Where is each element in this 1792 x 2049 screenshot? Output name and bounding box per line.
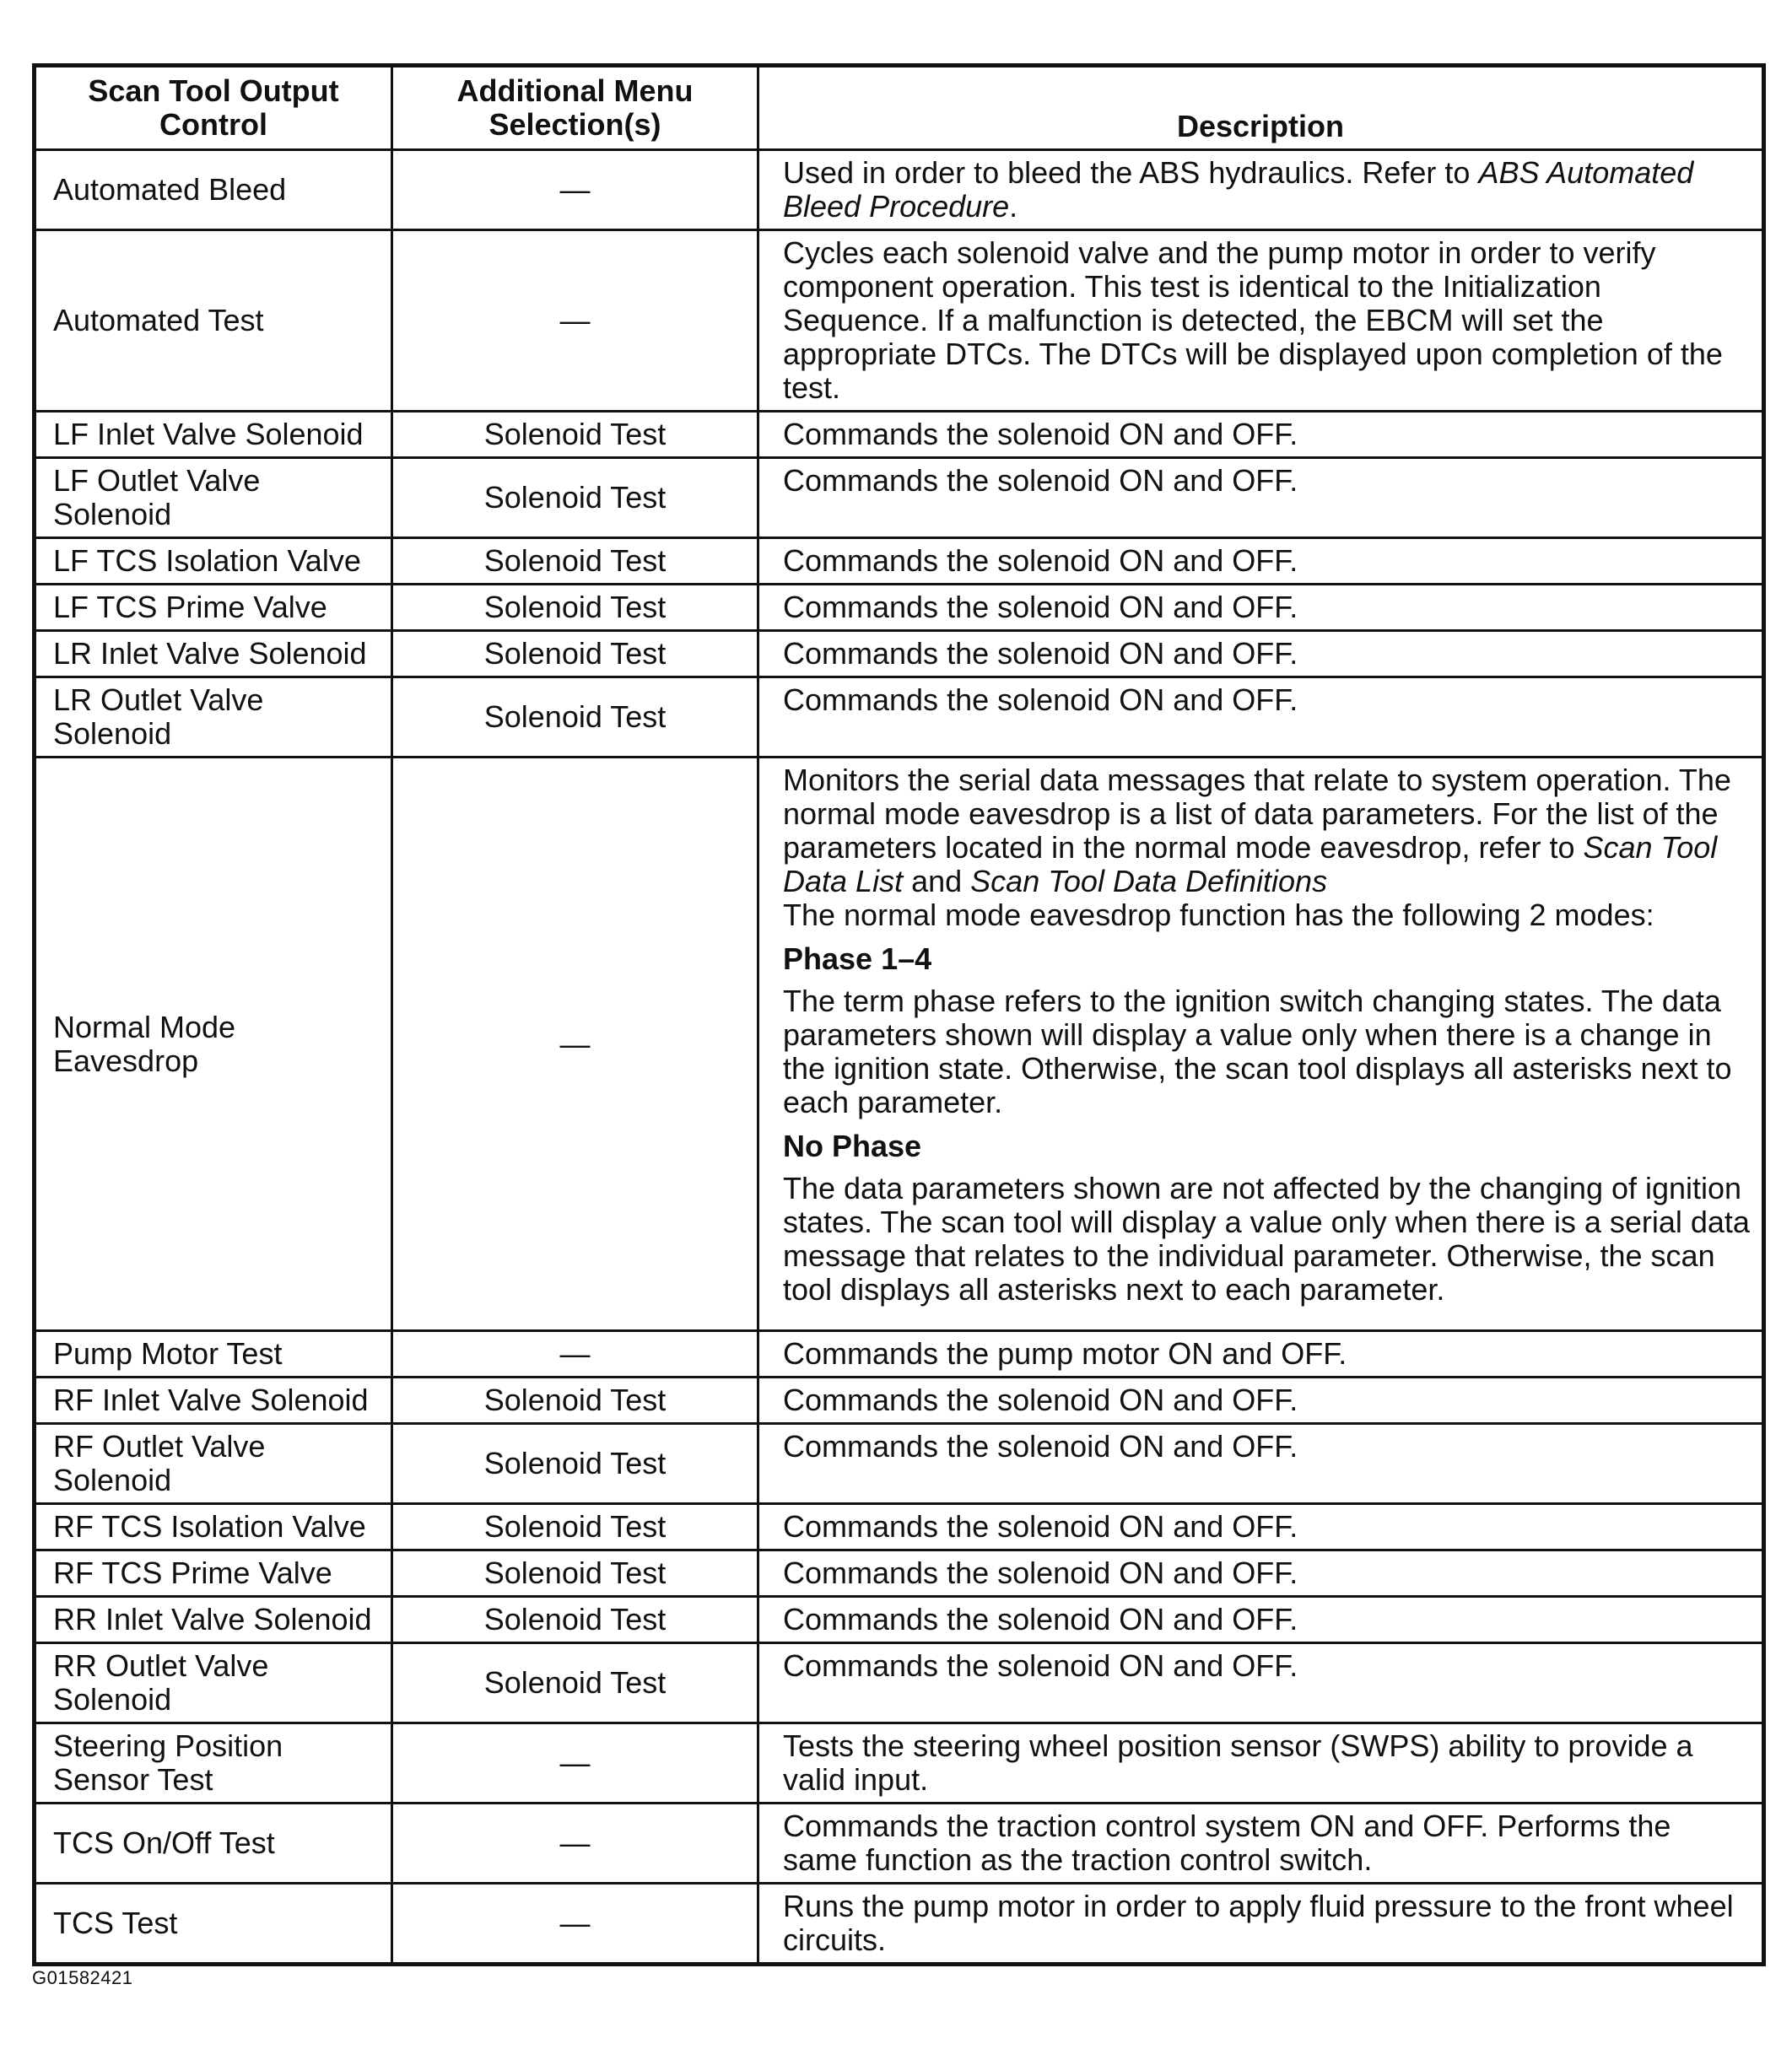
control-cell: RF Outlet Valve Solenoid: [35, 1424, 392, 1504]
figure-id: G01582421: [32, 1967, 133, 1988]
menu-cell: —: [392, 150, 758, 230]
menu-cell: Solenoid Test: [392, 1424, 758, 1504]
menu-cell: Solenoid Test: [392, 631, 758, 677]
menu-cell: Solenoid Test: [392, 538, 758, 585]
menu-cell: Solenoid Test: [392, 1597, 758, 1643]
data-definitions-reference: Scan Tool Data Definitions: [970, 864, 1328, 898]
control-cell: LR Outlet Valve Solenoid: [35, 677, 392, 758]
table-row: [35, 1643, 1764, 1723]
phase-text: The term phase refers to the ignition switch changing states. The data parameters shown will display a value only when there is a change in the ignition state. Otherwise, the scan tool displays all asterisks next to each parameter.: [783, 984, 1732, 1119]
description-cell: Runs the pump motor in order to apply fluid pressure to the front wheel circuits.: [758, 1884, 1764, 1965]
control-cell: RF TCS Prime Valve: [35, 1550, 392, 1597]
menu-cell: —: [392, 230, 758, 412]
description-cell: Commands the solenoid ON and OFF.: [758, 538, 1764, 585]
menu-cell: Solenoid Test: [392, 458, 758, 538]
control-cell: LF TCS Prime Valve: [35, 585, 392, 631]
table-row: [35, 538, 1764, 585]
menu-cell: Solenoid Test: [392, 1550, 758, 1597]
menu-cell: Solenoid Test: [392, 412, 758, 458]
table-row: [35, 1804, 1764, 1884]
control-cell: RR Outlet Valve Solenoid: [35, 1643, 392, 1723]
description-cell: Commands the solenoid ON and OFF.: [758, 1424, 1764, 1504]
description-cell: Commands the solenoid ON and OFF.: [758, 1597, 1764, 1643]
header-additional-menu-selections: Additional Menu Selection(s): [392, 66, 758, 150]
description-cell: Commands the pump motor ON and OFF.: [758, 1331, 1764, 1378]
table-row: [35, 1884, 1764, 1965]
data-list-reference: Scan Tool Data List: [783, 830, 1718, 898]
header-description: Description: [758, 66, 1764, 150]
menu-cell: —: [392, 1804, 758, 1884]
description-text: Used in order to bleed the ABS hydraulics. Refer to: [783, 155, 1479, 190]
description-cell: Tests the steering wheel position sensor (SWPS) ability to provide a valid input.: [758, 1723, 1764, 1804]
scan-tool-output-control-table: [32, 63, 1766, 1966]
table-row: [35, 1723, 1764, 1804]
table-header-row: [35, 66, 1764, 150]
description-cell: [758, 758, 1764, 1331]
menu-cell: Solenoid Test: [392, 1643, 758, 1723]
menu-cell: —: [392, 758, 758, 1331]
control-cell: Automated Bleed: [35, 150, 392, 230]
table-row: [35, 631, 1764, 677]
description-cell: Cycles each solenoid valve and the pump motor in order to verify component operation. This test is identical to the Initialization Sequence. If a malfunction is detected, the EBCM will set the appropriate DTCs. The DTCs will be displayed upon completion of the test.: [758, 230, 1764, 412]
table-row: [35, 677, 1764, 758]
description-cell: Commands the solenoid ON and OFF.: [758, 458, 1764, 538]
no-phase-text: The data parameters shown are not affected by the changing of ignition states. The scan tool will display a value only when there is a serial data message that relates to the individual parameter. Otherwise, the scan tool displays all asterisks next to each parameter.: [783, 1171, 1750, 1307]
table-row: [35, 1597, 1764, 1643]
table-row: [35, 758, 1764, 1331]
eavesdrop-intro: [783, 763, 1753, 898]
control-cell: LF Outlet Valve Solenoid: [35, 458, 392, 538]
description-cell: Commands the solenoid ON and OFF.: [758, 1504, 1764, 1550]
control-cell: LF TCS Isolation Valve: [35, 538, 392, 585]
table-row: [35, 1331, 1764, 1378]
menu-cell: —: [392, 1884, 758, 1965]
header-scan-tool-output-control: Scan Tool Output Control: [35, 66, 392, 150]
table-row: [35, 230, 1764, 412]
control-cell: Normal Mode Eavesdrop: [35, 758, 392, 1331]
eavesdrop-modes-text: The normal mode eavesdrop function has the following 2 modes:: [783, 898, 1654, 932]
menu-cell: Solenoid Test: [392, 677, 758, 758]
control-cell: LF Inlet Valve Solenoid: [35, 412, 392, 458]
description-cell: Commands the solenoid ON and OFF.: [758, 412, 1764, 458]
menu-cell: Solenoid Test: [392, 585, 758, 631]
procedure-reference: ABS Automated Bleed Procedure: [783, 155, 1694, 224]
control-cell: RF Inlet Valve Solenoid: [35, 1378, 392, 1424]
menu-cell: —: [392, 1723, 758, 1804]
control-cell: LR Inlet Valve Solenoid: [35, 631, 392, 677]
control-cell: TCS On/Off Test: [35, 1804, 392, 1884]
description-cell: Commands the solenoid ON and OFF.: [758, 585, 1764, 631]
table-row: [35, 1504, 1764, 1550]
description-cell: Commands the solenoid ON and OFF.: [758, 631, 1764, 677]
control-cell: Steering Position Sensor Test: [35, 1723, 392, 1804]
table-row: [35, 458, 1764, 538]
table-row: [35, 1550, 1764, 1597]
description-cell: Commands the solenoid ON and OFF.: [758, 1643, 1764, 1723]
table-row: [35, 585, 1764, 631]
control-cell: Pump Motor Test: [35, 1331, 392, 1378]
description-cell: Commands the traction control system ON and OFF. Performs the same function as the traction control switch.: [758, 1804, 1764, 1884]
description-cell: Commands the solenoid ON and OFF.: [758, 1550, 1764, 1597]
table-row: [35, 150, 1764, 230]
control-cell: RF TCS Isolation Valve: [35, 1504, 392, 1550]
phase-heading: Phase 1–4: [783, 941, 932, 976]
table-row: [35, 412, 1764, 458]
intro-text: Monitors the serial data messages that relate to system operation. The normal mode eavesdrop is a list of data parameters. For the list of the parameters located in the normal mode eavesdrop, refer to: [783, 763, 1731, 865]
description-cell: Commands the solenoid ON and OFF.: [758, 1378, 1764, 1424]
table-row: [35, 1378, 1764, 1424]
description-cell: Commands the solenoid ON and OFF.: [758, 677, 1764, 758]
control-cell: Automated Test: [35, 230, 392, 412]
no-phase-heading: No Phase: [783, 1129, 922, 1163]
description-cell: [758, 150, 1764, 230]
intro-conjunction: and: [903, 864, 971, 898]
control-cell: TCS Test: [35, 1884, 392, 1965]
description-text: .: [1009, 189, 1018, 224]
menu-cell: Solenoid Test: [392, 1504, 758, 1550]
menu-cell: —: [392, 1331, 758, 1378]
table-row: [35, 1424, 1764, 1504]
menu-cell: Solenoid Test: [392, 1378, 758, 1424]
control-cell: RR Inlet Valve Solenoid: [35, 1597, 392, 1643]
